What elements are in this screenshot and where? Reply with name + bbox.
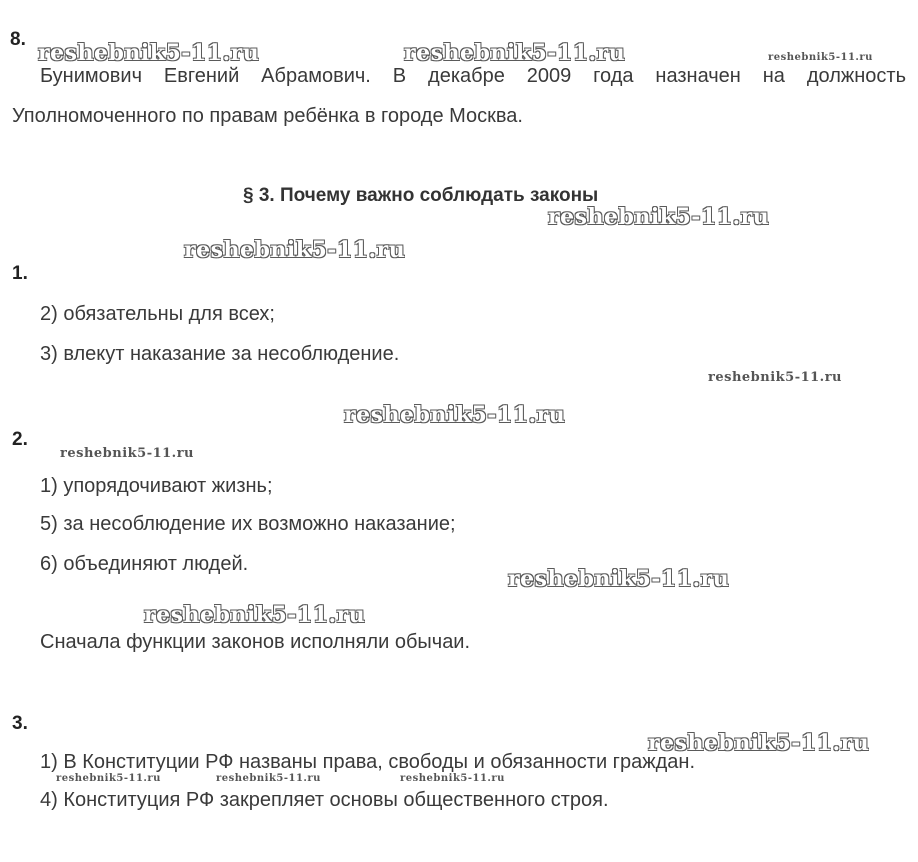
task-number-1: 1. xyxy=(12,263,28,284)
answer-item: 2) обязательны для всех; xyxy=(40,303,275,325)
watermark: reshebnik5-11.ru xyxy=(508,566,730,592)
answer-text-line: Уполномоченного по правам ребёнка в городе Москва. xyxy=(12,105,523,127)
watermark: reshebnik5-11.ru xyxy=(216,773,321,784)
answer-item: 1) упорядочивают жизнь; xyxy=(40,475,273,497)
task-number-2: 2. xyxy=(12,429,28,450)
task-number-8: 8. xyxy=(10,29,26,50)
task-number-3: 3. xyxy=(12,713,28,734)
watermark: reshebnik5-11.ru xyxy=(184,237,406,263)
paragraph-heading: § 3. Почему важно соблюдать законы xyxy=(243,185,599,206)
answer-item: 5) за несоблюдение их возможно наказание; xyxy=(40,513,456,535)
watermark: reshebnik5-11.ru xyxy=(404,40,626,66)
watermark: reshebnik5-11.ru xyxy=(648,730,870,756)
answer-item: 4) Конституция РФ закрепляет основы общественного строя. xyxy=(40,789,609,811)
watermark: reshebnik5-11.ru xyxy=(144,602,366,628)
watermark: reshebnik5-11.ru xyxy=(400,773,505,784)
watermark: reshebnik5-11.ru xyxy=(708,370,843,385)
watermark: reshebnik5-11.ru xyxy=(38,40,260,66)
answer-text-line: Бунимович Евгений Абрамович. В декабре 2009 года назначен на должность xyxy=(40,65,906,87)
answer-note: Сначала функции законов исполняли обычаи. xyxy=(40,631,471,653)
watermark: reshebnik5-11.ru xyxy=(60,446,195,461)
watermark: reshebnik5-11.ru xyxy=(768,52,873,63)
watermark: reshebnik5-11.ru xyxy=(56,773,161,784)
answer-item: 6) объединяют людей. xyxy=(40,553,249,575)
watermark: reshebnik5-11.ru xyxy=(548,204,770,230)
watermark: reshebnik5-11.ru xyxy=(344,402,566,428)
answer-item: 1) В Конституции РФ названы права, свободы и обязанности граждан. xyxy=(40,751,695,773)
answer-item: 3) влекут наказание за несоблюдение. xyxy=(40,343,400,365)
